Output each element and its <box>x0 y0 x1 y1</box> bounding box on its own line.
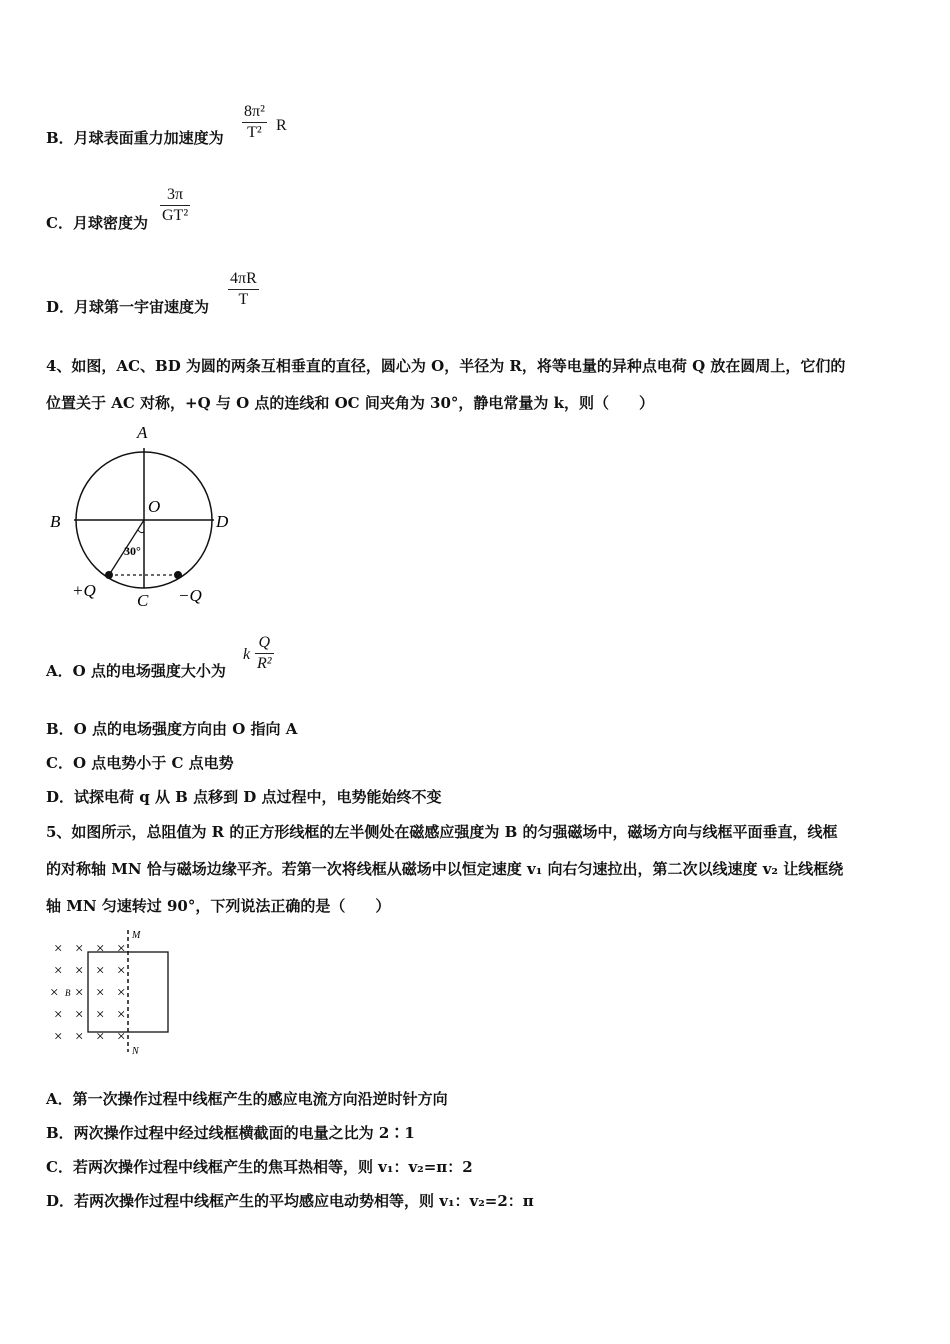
q3-option-c-label: C．月球密度为 <box>46 214 148 232</box>
cross-mark: × <box>96 941 105 957</box>
label-b: B <box>50 512 61 531</box>
q4-option-a-fraction <box>255 634 274 673</box>
q4-a-denominator: R² <box>257 655 272 672</box>
cross-mark: × <box>54 1007 63 1023</box>
cross-mark: × <box>96 1029 105 1045</box>
q4-a-numerator: Q <box>258 634 271 651</box>
label-b-field: B <box>65 988 71 998</box>
cross-mark: × <box>54 1029 63 1045</box>
cross-mark: × <box>75 985 84 1001</box>
q4-option-c: C．O 点电势小于 C 点电势 <box>46 754 234 772</box>
cross-mark: × <box>75 1007 84 1023</box>
label-m: M <box>132 930 141 941</box>
q3-d-numerator: 4πR <box>230 270 257 287</box>
label-o: O <box>148 497 161 516</box>
q4-stem-line-2: 位置关于 AC 对称，+Q 与 O 点的连线和 OC 间夹角为 30°，静电常量为 k，则（ ） <box>46 394 655 412</box>
q5-option-a: A．第一次操作过程中线框产生的感应电流方向沿逆时针方向 <box>46 1090 448 1108</box>
q3-option-c <box>46 212 148 233</box>
q3-option-d-fraction <box>228 270 259 309</box>
q4-circle-figure <box>44 418 244 613</box>
cross-mark: × <box>117 1007 126 1023</box>
q4-stem-line-1: 4、如图，AC、BD 为圆的两条互相垂直的直径，圆心为 O，半径为 R，将等电量的异种点电荷 Q 放在圆周上，它们的 <box>46 357 846 375</box>
cross-mark: × <box>75 941 84 957</box>
minus-q-charge <box>174 571 182 579</box>
label-d: D <box>216 512 229 531</box>
label-plus-q: +Q <box>72 581 96 600</box>
q3-option-d <box>46 296 209 317</box>
cross-mark: × <box>117 941 126 957</box>
label-minus-q: −Q <box>178 586 202 605</box>
q3-b-tail: R <box>276 117 287 134</box>
q4-option-a <box>46 660 226 681</box>
q5-stem-line-2: 的对称轴 MN 恰与磁场边缘平齐。若第一次将线框从磁场中以恒定速度 v₁ 向右匀速拉出，第二次以线速度 v₂ 让线框绕 <box>46 860 844 878</box>
q3-option-c-fraction <box>160 186 190 225</box>
q5-stem-line-1: 5、如图所示，总阻值为 R 的正方形线框的左半侧处在磁感应强度为 B 的匀强磁场中，磁场方向与线框平面垂直，线框 <box>46 823 838 841</box>
cross-mark: × <box>117 1029 126 1045</box>
cross-mark: × <box>96 963 105 979</box>
q5-option-c: C．若两次操作过程中线框产生的焦耳热相等，则 v₁：v₂=π：2 <box>46 1158 473 1176</box>
q3-b-numerator: 8π² <box>244 103 265 120</box>
q5-option-b: B．两次操作过程中经过线框横截面的电量之比为 2∶1 <box>46 1124 415 1142</box>
label-a: A <box>137 423 148 442</box>
q3-option-d-label: D．月球第一宇宙速度为 <box>46 298 210 316</box>
q5-option-d: D．若两次操作过程中线框产生的平均感应电动势相等，则 v₁：v₂=2：π <box>46 1192 534 1210</box>
q5-magnetic-field-figure <box>46 926 176 1058</box>
cross-mark: × <box>54 941 63 957</box>
label-n: N <box>132 1046 139 1057</box>
q3-option-b <box>46 127 224 148</box>
label-c: C <box>137 591 149 610</box>
q5-stem-line-3: 轴 MN 匀速转过 90°，下列说法正确的是（ ） <box>46 897 391 915</box>
q4-option-a-label: A．O 点的电场强度大小为 <box>46 662 226 680</box>
cross-mark: × <box>54 963 63 979</box>
q3-option-b-fraction <box>242 103 267 142</box>
cross-mark: × <box>117 963 126 979</box>
cross-mark: × <box>75 1029 84 1045</box>
q3-d-denominator: T <box>238 291 249 308</box>
angle-arc <box>138 530 144 533</box>
plus-q-charge <box>105 571 113 579</box>
label-angle: 30° <box>124 544 141 558</box>
q4-option-d: D．试探电荷 q 从 B 点移到 D 点过程中，电势能始终不变 <box>46 788 442 806</box>
cross-mark: × <box>50 985 59 1001</box>
cross-mark: × <box>96 985 105 1001</box>
q3-option-b-label: B．月球表面重力加速度为 <box>46 129 224 147</box>
q3-b-denominator: T² <box>247 124 262 141</box>
q3-c-numerator: 3π <box>167 186 184 203</box>
cross-mark: × <box>117 985 126 1001</box>
q4-a-k: k <box>243 646 251 663</box>
q4-option-b: B．O 点的电场强度方向由 O 指向 A <box>46 720 298 738</box>
cross-mark: × <box>96 1007 105 1023</box>
q3-c-denominator: GT² <box>162 207 189 224</box>
cross-mark: × <box>75 963 84 979</box>
